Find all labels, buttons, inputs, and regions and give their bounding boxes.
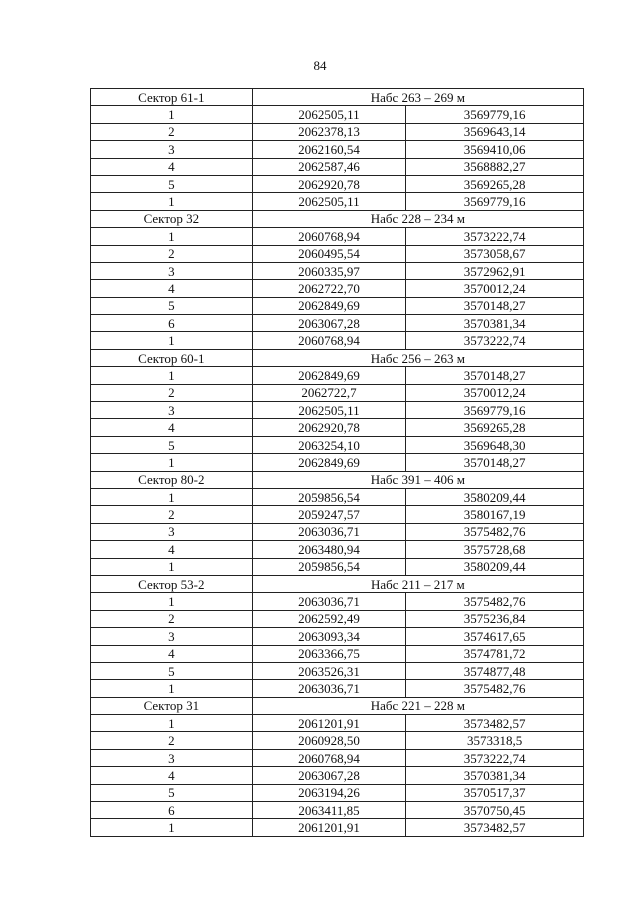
coordinate-x: 2063411,85 bbox=[252, 802, 406, 819]
table-row bbox=[91, 593, 584, 610]
sector-height-range: Набс 228 – 234 м bbox=[252, 210, 583, 227]
coordinate-x: 2062920,78 bbox=[252, 175, 406, 192]
point-number: 1 bbox=[91, 593, 253, 610]
sector-header-row bbox=[91, 210, 584, 227]
point-number: 6 bbox=[91, 802, 253, 819]
coordinates-table-body bbox=[91, 89, 584, 837]
sector-height-range: Набс 211 – 217 м bbox=[252, 575, 583, 592]
coordinate-y: 3580209,44 bbox=[406, 558, 584, 575]
point-number: 1 bbox=[91, 193, 253, 210]
table-row bbox=[91, 454, 584, 471]
sector-height-range: Набс 256 – 263 м bbox=[252, 349, 583, 366]
coordinate-x: 2062849,69 bbox=[252, 367, 406, 384]
point-number: 1 bbox=[91, 488, 253, 505]
coordinate-y: 3575482,76 bbox=[406, 523, 584, 540]
coordinate-x: 2063036,71 bbox=[252, 680, 406, 697]
coordinate-y: 3570148,27 bbox=[406, 454, 584, 471]
table-row bbox=[91, 280, 584, 297]
coordinate-y: 3575728,68 bbox=[406, 541, 584, 558]
sector-header-row bbox=[91, 89, 584, 106]
coordinate-x: 2060928,50 bbox=[252, 732, 406, 749]
coordinate-x: 2063366,75 bbox=[252, 645, 406, 662]
table-row bbox=[91, 367, 584, 384]
table-row bbox=[91, 506, 584, 523]
coordinate-y: 3572962,91 bbox=[406, 262, 584, 279]
coordinate-y: 3569779,16 bbox=[406, 402, 584, 419]
coordinate-x: 2062849,69 bbox=[252, 297, 406, 314]
coordinate-x: 2060768,94 bbox=[252, 228, 406, 245]
point-number: 2 bbox=[91, 123, 253, 140]
coordinate-x: 2059856,54 bbox=[252, 488, 406, 505]
coordinate-x: 2063480,94 bbox=[252, 541, 406, 558]
point-number: 1 bbox=[91, 715, 253, 732]
table-row bbox=[91, 106, 584, 123]
point-number: 4 bbox=[91, 767, 253, 784]
coordinate-x: 2063526,31 bbox=[252, 662, 406, 679]
table-row bbox=[91, 523, 584, 540]
table-row bbox=[91, 662, 584, 679]
coordinate-y: 3570381,34 bbox=[406, 767, 584, 784]
coordinate-x: 2060335,97 bbox=[252, 262, 406, 279]
coordinate-y: 3574617,65 bbox=[406, 628, 584, 645]
coordinate-y: 3569779,16 bbox=[406, 193, 584, 210]
coordinate-y: 3573222,74 bbox=[406, 749, 584, 766]
table-row bbox=[91, 802, 584, 819]
coordinate-y: 3575482,76 bbox=[406, 593, 584, 610]
point-number: 4 bbox=[91, 645, 253, 662]
coordinate-x: 2062505,11 bbox=[252, 106, 406, 123]
table-row bbox=[91, 436, 584, 453]
point-number: 5 bbox=[91, 662, 253, 679]
point-number: 5 bbox=[91, 175, 253, 192]
sector-name: Сектор 31 bbox=[91, 697, 253, 714]
sector-header-row bbox=[91, 697, 584, 714]
coordinate-y: 3574877,48 bbox=[406, 662, 584, 679]
coordinate-x: 2062378,13 bbox=[252, 123, 406, 140]
coordinate-y: 3569643,14 bbox=[406, 123, 584, 140]
coordinate-y: 3580167,19 bbox=[406, 506, 584, 523]
point-number: 1 bbox=[91, 367, 253, 384]
table-row bbox=[91, 384, 584, 401]
table-row bbox=[91, 488, 584, 505]
coordinate-x: 2063194,26 bbox=[252, 784, 406, 801]
table-row bbox=[91, 610, 584, 627]
table-row bbox=[91, 732, 584, 749]
point-number: 1 bbox=[91, 558, 253, 575]
coordinate-y: 3570012,24 bbox=[406, 280, 584, 297]
point-number: 5 bbox=[91, 784, 253, 801]
point-number: 1 bbox=[91, 819, 253, 836]
sector-header-row bbox=[91, 349, 584, 366]
coordinate-y: 3568882,27 bbox=[406, 158, 584, 175]
table-row bbox=[91, 558, 584, 575]
point-number: 4 bbox=[91, 280, 253, 297]
point-number: 2 bbox=[91, 732, 253, 749]
coordinate-y: 3570148,27 bbox=[406, 297, 584, 314]
table-row bbox=[91, 749, 584, 766]
coordinate-x: 2060768,94 bbox=[252, 332, 406, 349]
coordinate-x: 2061201,91 bbox=[252, 819, 406, 836]
coordinate-y: 3569265,28 bbox=[406, 419, 584, 436]
coordinate-y: 3570381,34 bbox=[406, 315, 584, 332]
coordinate-y: 3575482,76 bbox=[406, 680, 584, 697]
point-number: 3 bbox=[91, 402, 253, 419]
point-number: 5 bbox=[91, 297, 253, 314]
coordinate-x: 2062160,54 bbox=[252, 141, 406, 158]
table-row bbox=[91, 767, 584, 784]
table-row bbox=[91, 332, 584, 349]
point-number: 6 bbox=[91, 315, 253, 332]
point-number: 1 bbox=[91, 332, 253, 349]
coordinate-x: 2059247,57 bbox=[252, 506, 406, 523]
sector-name: Сектор 80-2 bbox=[91, 471, 253, 488]
point-number: 1 bbox=[91, 454, 253, 471]
point-number: 1 bbox=[91, 680, 253, 697]
point-number: 2 bbox=[91, 245, 253, 262]
table-row bbox=[91, 819, 584, 836]
coordinate-x: 2062505,11 bbox=[252, 402, 406, 419]
point-number: 2 bbox=[91, 610, 253, 627]
coordinate-y: 3570148,27 bbox=[406, 367, 584, 384]
coordinate-x: 2063067,28 bbox=[252, 767, 406, 784]
coordinate-y: 3570012,24 bbox=[406, 384, 584, 401]
point-number: 1 bbox=[91, 228, 253, 245]
coordinate-x: 2062722,70 bbox=[252, 280, 406, 297]
coordinate-x: 2062920,78 bbox=[252, 419, 406, 436]
coordinate-x: 2062592,49 bbox=[252, 610, 406, 627]
coordinate-y: 3573222,74 bbox=[406, 228, 584, 245]
coordinate-y: 3569265,28 bbox=[406, 175, 584, 192]
table-row bbox=[91, 262, 584, 279]
coordinate-y: 3575236,84 bbox=[406, 610, 584, 627]
sector-name: Сектор 53-2 bbox=[91, 575, 253, 592]
point-number: 4 bbox=[91, 541, 253, 558]
table-row bbox=[91, 628, 584, 645]
sector-name: Сектор 61-1 bbox=[91, 89, 253, 106]
table-row bbox=[91, 245, 584, 262]
coordinate-y: 3574781,72 bbox=[406, 645, 584, 662]
coordinate-x: 2062587,46 bbox=[252, 158, 406, 175]
coordinate-x: 2061201,91 bbox=[252, 715, 406, 732]
coordinate-y: 3580209,44 bbox=[406, 488, 584, 505]
sector-name: Сектор 60-1 bbox=[91, 349, 253, 366]
coordinate-x: 2063254,10 bbox=[252, 436, 406, 453]
table-row bbox=[91, 419, 584, 436]
coordinate-x: 2062722,7 bbox=[252, 384, 406, 401]
point-number: 4 bbox=[91, 158, 253, 175]
point-number: 2 bbox=[91, 384, 253, 401]
coordinate-x: 2063036,71 bbox=[252, 593, 406, 610]
coordinate-y: 3573058,67 bbox=[406, 245, 584, 262]
point-number: 3 bbox=[91, 262, 253, 279]
coordinate-x: 2063093,34 bbox=[252, 628, 406, 645]
point-number: 3 bbox=[91, 628, 253, 645]
point-number: 5 bbox=[91, 436, 253, 453]
table-row bbox=[91, 645, 584, 662]
coordinate-x: 2062505,11 bbox=[252, 193, 406, 210]
table-row bbox=[91, 158, 584, 175]
coordinate-x: 2060768,94 bbox=[252, 749, 406, 766]
sector-height-range: Набс 221 – 228 м bbox=[252, 697, 583, 714]
table-row bbox=[91, 228, 584, 245]
point-number: 2 bbox=[91, 506, 253, 523]
coordinate-x: 2059856,54 bbox=[252, 558, 406, 575]
sector-name: Сектор 32 bbox=[91, 210, 253, 227]
point-number: 3 bbox=[91, 523, 253, 540]
coordinate-y: 3573222,74 bbox=[406, 332, 584, 349]
point-number: 3 bbox=[91, 141, 253, 158]
coordinate-y: 3573318,5 bbox=[406, 732, 584, 749]
table-row bbox=[91, 123, 584, 140]
table-row bbox=[91, 175, 584, 192]
sector-header-row bbox=[91, 471, 584, 488]
coordinate-y: 3573482,57 bbox=[406, 715, 584, 732]
sector-height-range: Набс 391 – 406 м bbox=[252, 471, 583, 488]
coordinate-x: 2062849,69 bbox=[252, 454, 406, 471]
coordinate-y: 3569779,16 bbox=[406, 106, 584, 123]
coordinates-table bbox=[90, 88, 584, 837]
sector-height-range: Набс 263 – 269 м bbox=[252, 89, 583, 106]
point-number: 3 bbox=[91, 749, 253, 766]
coordinate-x: 2063067,28 bbox=[252, 315, 406, 332]
point-number: 4 bbox=[91, 419, 253, 436]
coordinate-y: 3570750,45 bbox=[406, 802, 584, 819]
table-row bbox=[91, 297, 584, 314]
table-row bbox=[91, 784, 584, 801]
table-row bbox=[91, 402, 584, 419]
sector-header-row bbox=[91, 575, 584, 592]
table-row bbox=[91, 715, 584, 732]
coordinate-y: 3569410,06 bbox=[406, 141, 584, 158]
table-row bbox=[91, 541, 584, 558]
table-row bbox=[91, 193, 584, 210]
table-row bbox=[91, 680, 584, 697]
table-row bbox=[91, 141, 584, 158]
coordinate-x: 2060495,54 bbox=[252, 245, 406, 262]
coordinate-x: 2063036,71 bbox=[252, 523, 406, 540]
point-number: 1 bbox=[91, 106, 253, 123]
table-row bbox=[91, 315, 584, 332]
coordinate-y: 3570517,37 bbox=[406, 784, 584, 801]
page-number: 84 bbox=[313, 58, 327, 73]
coordinate-y: 3569648,30 bbox=[406, 436, 584, 453]
coordinate-y: 3573482,57 bbox=[406, 819, 584, 836]
